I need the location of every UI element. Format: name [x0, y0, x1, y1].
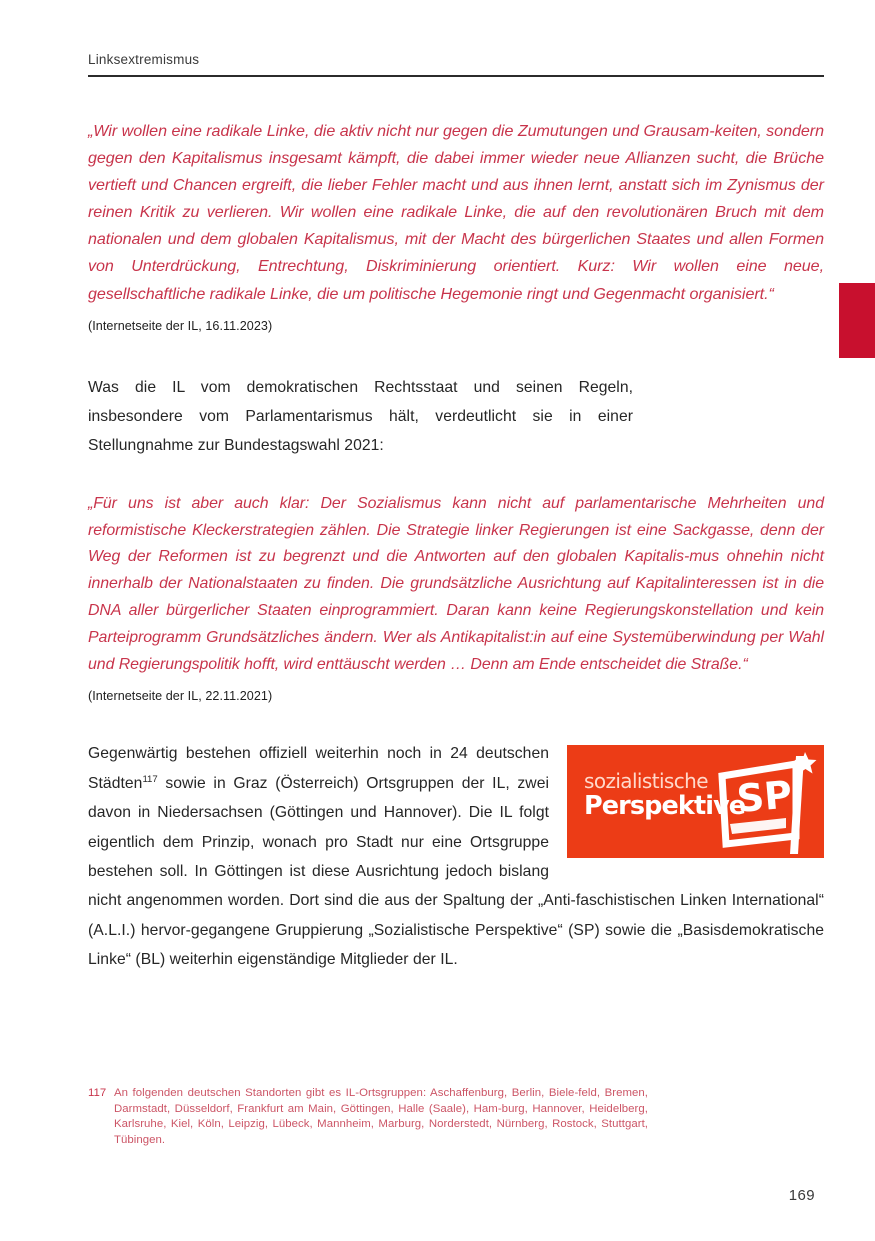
page-number: 169 [788, 1187, 815, 1204]
footnote-row [88, 1086, 648, 1148]
spacer [88, 461, 824, 491]
chapter-edge-tab [839, 283, 875, 358]
sp-flag-icon [712, 750, 820, 855]
footnote-number: 117 [88, 1087, 107, 1099]
body-paragraph-2-lead: Gegenwärtig bestehen offiziell weiterhin noch in 24 deutschen Städten [88, 745, 549, 792]
pull-quote-1-citation: (Internetseite der IL, 16.11.2023) [88, 318, 273, 333]
logo-line-2: Perspektive [584, 791, 746, 822]
pull-quote-1: „Wir wollen eine radikale Linke, die aktiv nicht nur gegen die Zumutungen und Grausam-keiten, sondern gegen den Kapitalismus insgesamt kämpft, die dabei immer wieder neue Allianzen sucht, die Brüche vertieft und Chancen ergreift, die lieber Fehler macht und aus ihnen lernt, anstatt sich im Zynismus der reinen Kritik zu verlieren. Wir wollen eine radikale Linke, die auf den revolutionären Bruch mit dem nationalen und dem globalen Kapitalismus, mit der Macht des bürgerlichen Staates und allen Formen von Unterdrückung, Entrechtung, Diskriminierung orientiert. Kurz: Wir wollen eine neue, gesellschaftliche radikale Linke, die um politische Hegemonie ringt und Gegenmacht organisiert.“ [88, 122, 824, 303]
footnote-block [88, 1086, 648, 1148]
pull-quote-2-citation: (Internetseite der IL, 22.11.2021) [88, 689, 273, 704]
sozialistische-perspektive-logo [567, 745, 824, 858]
sp-flag-label: SP [734, 772, 794, 822]
body-paragraph-2-block [88, 739, 824, 974]
logo-line-1: sozialistische [584, 769, 708, 794]
figure-sozialistische-perspektive [567, 745, 824, 858]
pull-quote-2: „Für uns ist aber auch klar: Der Sozialismus kann nicht auf parlamentarische Mehrheiten und reformistische Kleckerstrategien zählen. Die Strategie linker Regierungen ist eine Sackgasse, denn der Weg der Reformen ist zu begrenzt und die Antworten auf den globalen Kapitalis-mus ohnehin nicht innerhalb der Nationalstaaten zu finden. Die grundsätzliche Ausrichtung auf Kapitalinteressen ist in die DNA aller bürgerlicher Staaten einprogrammiert. Daran kann keine Regierungskonstellation und kein Parteiprogramm Grundsätzliches ändern. Wer als Antikapitalist:in auf eine Systemüberwindung per Wahl und Regierungspolitik hofft, wird enttäuscht werden … Denn am Ende entscheidet die Straße.“ [88, 494, 824, 673]
body-paragraph-1: Was die IL vom demokratischen Rechtsstaat und seinen Regeln, insbesondere vom Parlamentarismus hält, verdeutlicht sie in einer Stellungnahme zur Bundestagswahl 2021: [88, 378, 633, 455]
body-paragraph-2-rest: sowie in Graz (Österreich) Ortsgruppen der IL, zwei davon in Niedersachsen (Göttingen und Hannover). Die IL folgt eigentlich dem Prinzip, wonach pro Stadt nur eine Ortsgruppe bestehen soll. In Göttingen ist diese Ausrichtung jedoch bislang nicht angenommen worden. Dort sind die aus der Spaltung der „Anti-faschistischen Linken International“ (A.L.I.) hervor-gegangene Gruppierung „Sozialistische Perspektive“ (SP) sowie die „Basisdemokratische Linke“ (BL) weiterhin eigenständige Mitglieder der IL. [88, 774, 824, 969]
spacer [88, 705, 824, 739]
footnote-text: An folgenden deutschen Standorten gibt es IL-Ortsgruppen: Aschaffenburg, Berlin, Biele-feld, Bremen, Darmstadt, Düsseldorf, Frankfurt am Main, Göttingen, Halle (Saale), Ham-burg, Hannover, Heidelberg, Karlsruhe, Kiel, Köln, Leipzig, Lübeck, Mannheim, Marburg, Norderstedt, Nürnberg, Rostock, Stuttgart, Tübingen. [114, 1087, 648, 1146]
footnote-marker-117[interactable]: 117 [142, 773, 158, 785]
running-head: Linksextremismus [88, 52, 200, 67]
page-content [88, 118, 824, 975]
header-rule [88, 75, 824, 77]
spacer [88, 335, 824, 373]
